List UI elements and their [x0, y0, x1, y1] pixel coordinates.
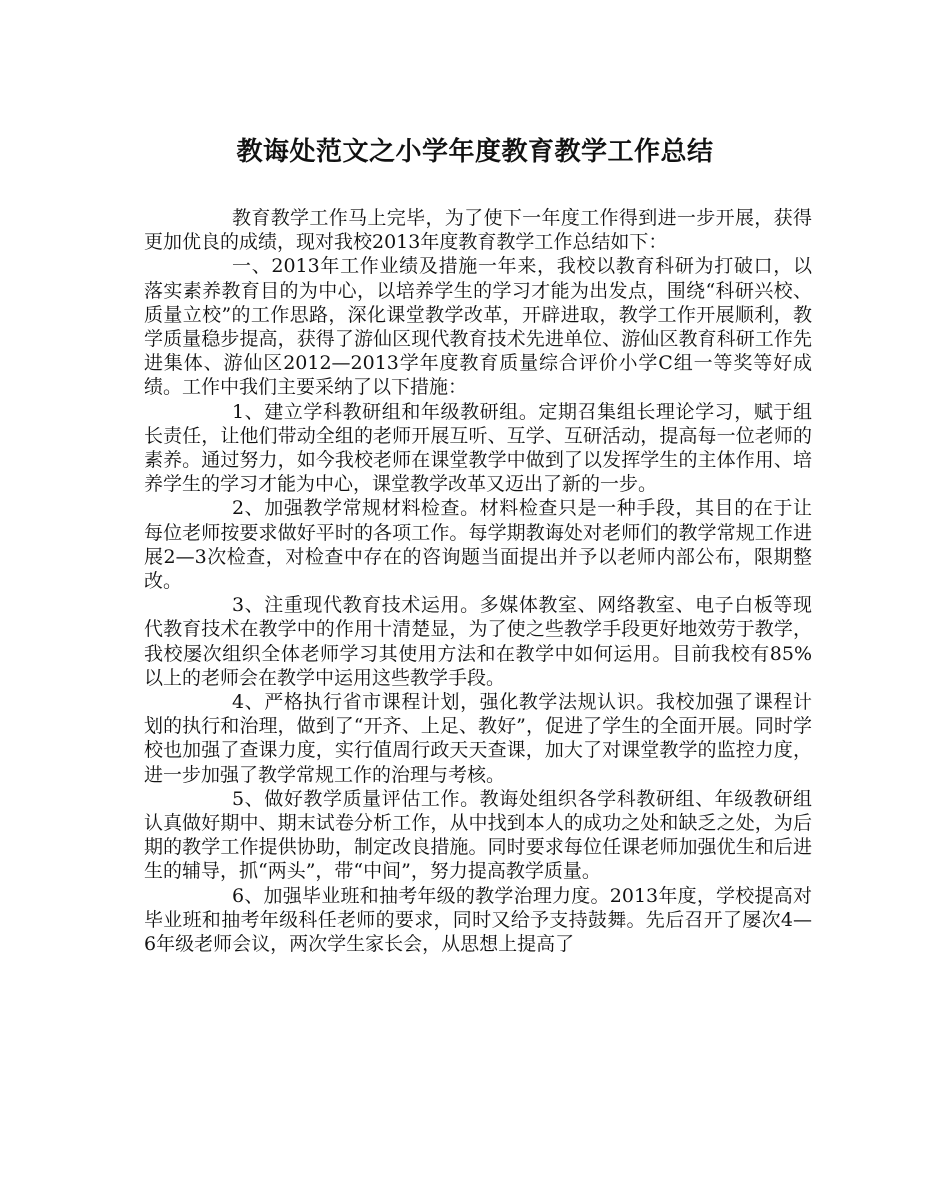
- paragraph-item-4: 4、严格执行省市课程计划，强化教学法规认识。我校加强了课程计划的执行和治理，做到了“开齐、上足、教好”，促进了学生的全面开展。同时学校也加强了查课力度，实行值周行政天天查课，加大了对课堂教学的监控力度，进一步加强了教学常规工作的治理与考核。: [144, 691, 812, 786]
- paragraph-item-5: 5、做好教学质量评估工作。教诲处组织各学科教研组、年级教研组认真做好期中、期末试卷分析工作，从中找到本人的成功之处和缺乏之处，为后期的教学工作提供协助，制定改良措施。同时要求每位任课老师加强优生和后进生的辅导，抓“两头”，带“中间”，努力提高教学质量。: [144, 787, 812, 883]
- document-body: [144, 206, 812, 956]
- paragraph-section-one: 一、2013年工作业绩及措施一年来，我校以教育科研为打破口，以落实素养教育目的为中心，以培养学生的学习才能为出发点，围绕“科研兴校、质量立校”的工作思路，深化课堂教学改革，开辟进取，教学工作开展顺利，教学质量稳步提高，获得了游仙区现代教育技术先进单位、游仙区教育科研工作先进集体、游仙区2012—2013学年度教育质量综合评价小学C组一等奖等好成绩。工作中我们主要采纳了以下措施：: [144, 255, 812, 399]
- paragraph-item-6: 6、加强毕业班和抽考年级的教学治理力度。2013年度，学校提高对毕业班和抽考年级科任老师的要求，同时又给予支持鼓舞。先后召开了屡次4—6年级老师会议，两次学生家长会，从思想上提高了: [144, 884, 812, 956]
- paragraph-item-1: 1、建立学科教研组和年级教研组。定期召集组长理论学习，赋于组长责任，让他们带动全组的老师开展互听、互学、互研活动，提高每一位老师的素养。通过努力，如今我校老师在课堂教学中做到了以发挥学生的主体作用、培养学生的学习才能为中心，课堂教学改革又迈出了新的一步。: [144, 400, 812, 496]
- paragraph-item-3: 3、注重现代教育技术运用。多媒体教室、网络教室、电子白板等现代教育技术在教学中的作用十清楚显，为了使之些教学手段更好地效劳于教学，我校屡次组织全体老师学习其使用方法和在教学中如何运用。目前我校有85%以上的老师会在教学中运用这些教学手段。: [144, 594, 812, 689]
- document-title: 教诲处范文之小学年度教育教学工作总结: [236, 137, 714, 167]
- paragraph-intro: 教育教学工作马上完毕，为了使下一年度工作得到进一步开展，获得更加优良的成绩，现对我校2013年度教育教学工作总结如下：: [144, 207, 812, 254]
- paragraph-item-2: 2、加强教学常规材料检查。材料检查只是一种手段，其目的在于让每位老师按要求做好平时的各项工作。每学期教诲处对老师们的教学常规工作进展2—3次检查，对检查中存在的咨询题当面提出并予以老师内部公布，限期整改。: [144, 497, 812, 593]
